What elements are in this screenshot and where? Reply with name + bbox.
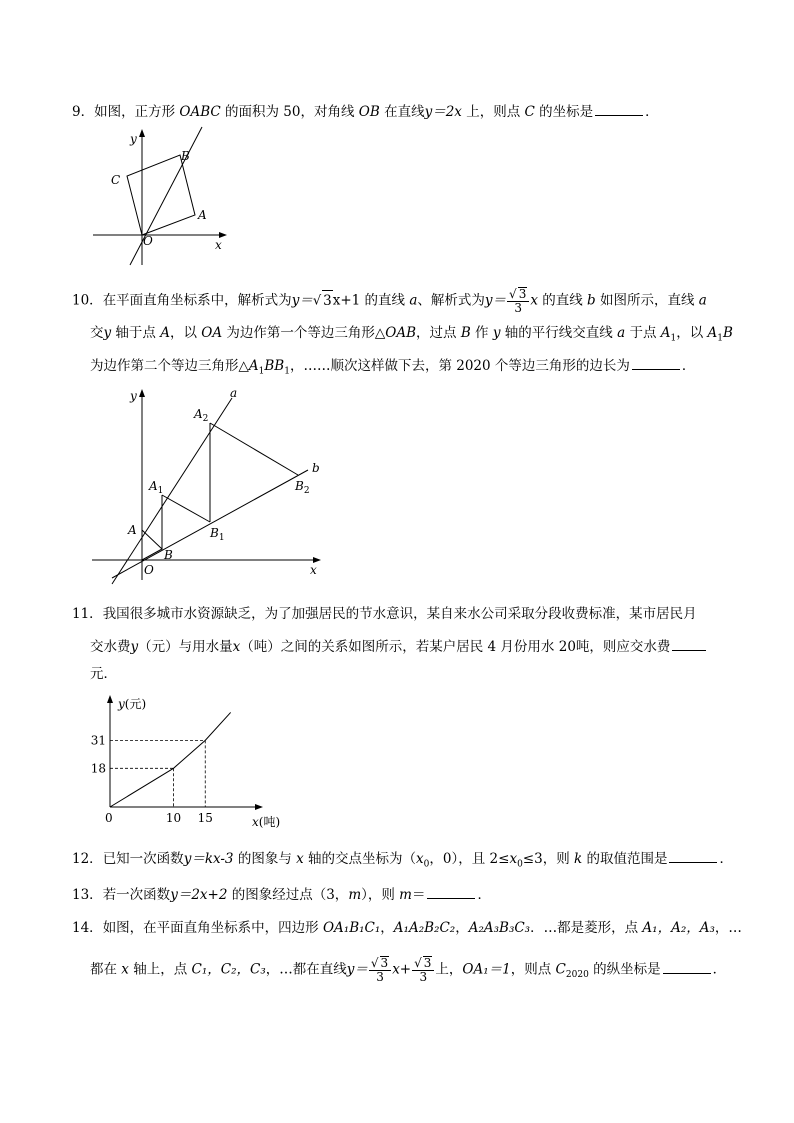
q11-line1: 11．我国很多城市水资源缺乏，为了加强居民的节水意识，某自来水公司采取分段收费标准，某市居民月 (72, 606, 697, 622)
x-axis-label: x (310, 563, 317, 577)
q14-line2: 都在 x 轴上，点 C₁，C₂，C₃，…都在直线y＝ $\frac{√ 3}{3}$ x+ $\frac{√ 3}{3}$ 上，OA₁＝1，则点 $C_{2020}$ 的纵坐标是 ． (90, 956, 727, 984)
svg-text:x(吨): x(吨) (252, 815, 281, 829)
point-o-label: O (143, 234, 153, 248)
point-c-label: C (111, 173, 121, 187)
q10-line1: 10．在平面直角坐标系中，解析式为y＝√ 3x+1 的直线 a、解析式为y＝ $\frac{√ 3}{3}$ x 的直线 b 如图所示，直线 a (72, 287, 707, 315)
fraction-2: $\frac{√ 3}{3}$ (412, 956, 434, 984)
svg-text:B2: $B_2$ (295, 479, 310, 496)
q14-line1: 14．如图，在平面直角坐标系中，四边形 OA₁B₁C₁，A₁A₂B₂C₂，A₂A₃B₃C₃．…都是菱形，点 A₁，A₂，A₃，… (72, 920, 742, 936)
y-axis-label: y (130, 389, 137, 403)
x-axis-label: x (215, 238, 222, 252)
tick-y-18: 18 (90, 761, 106, 776)
point-b-label: B (181, 149, 190, 163)
answer-blank[interactable] (672, 636, 706, 651)
answer-blank[interactable] (427, 884, 475, 899)
q10-line2: 交y 轴于点 A，以 OA 为边作第一个等边三角形△OAB，过点 B 作 y 轴的平行线交直线 a 于点 $A_1$，以 $A_1B$ (90, 325, 733, 344)
answer-blank[interactable] (632, 355, 680, 370)
svg-text:B1: $B_1$ (210, 526, 225, 543)
svg-text:y(元): y(元) (118, 697, 147, 711)
square-oabc (127, 155, 195, 235)
tick-x-15: 15 (197, 811, 213, 825)
answer-blank[interactable] (669, 848, 717, 863)
svg-text:A2: $A_2$ (194, 407, 209, 424)
q13-text: 13．若一次函数y＝2x+2 的图象经过点（3，m），则 m＝ ． (72, 884, 491, 905)
line-y-2x (130, 127, 202, 265)
q11-line2: 交水费y（元）与用水量x（吨）之间的关系如图所示，若某户居民 4 月份用水 20吨，则应交水费 (90, 636, 708, 657)
tick-0: 0 (105, 811, 113, 825)
fee-line (110, 712, 231, 807)
q11-line3: 元． (90, 666, 117, 682)
q11-chart (90, 692, 296, 832)
line-b-label: b (312, 461, 320, 475)
fraction-sqrt3-over-3: $\frac{√ 3}{3}$ (507, 287, 529, 315)
q9-figure (85, 127, 245, 267)
line-a-label: a (230, 386, 238, 400)
y-axis-label: y (130, 132, 137, 146)
q12-text: 12．已知一次函数y＝kx-3 的图象与 x 轴的交点坐标为（$x_0$，0），且 $2\le x_0\le 3$，则 k 的取值范围是 ． (72, 848, 733, 875)
point-a-label: A (198, 208, 207, 222)
point-a-label: A (128, 523, 137, 537)
point-o-label: O (144, 563, 154, 577)
answer-blank[interactable] (595, 101, 643, 116)
tick-y-31: 31 (90, 733, 106, 748)
q10-line3: 为边作第二个等边三角形$\triangle A_1BB_1$，……顺次这样做下去，第 2020 个等边三角形的边长为 ． (90, 355, 695, 382)
answer-blank[interactable] (663, 959, 711, 974)
svg-text:A1: $A_1$ (149, 479, 164, 496)
tick-x-10: 10 (165, 811, 182, 825)
fraction-1: $\frac{√ 3}{3}$ (369, 956, 391, 984)
q9-text: 9．如图，正方形 OABC 的面积为 50，对角线 OB 在直线y＝2x 上，则点 C 的坐标是 ． (72, 101, 659, 122)
q10-figure (92, 384, 332, 584)
point-b-label: B (164, 548, 173, 562)
